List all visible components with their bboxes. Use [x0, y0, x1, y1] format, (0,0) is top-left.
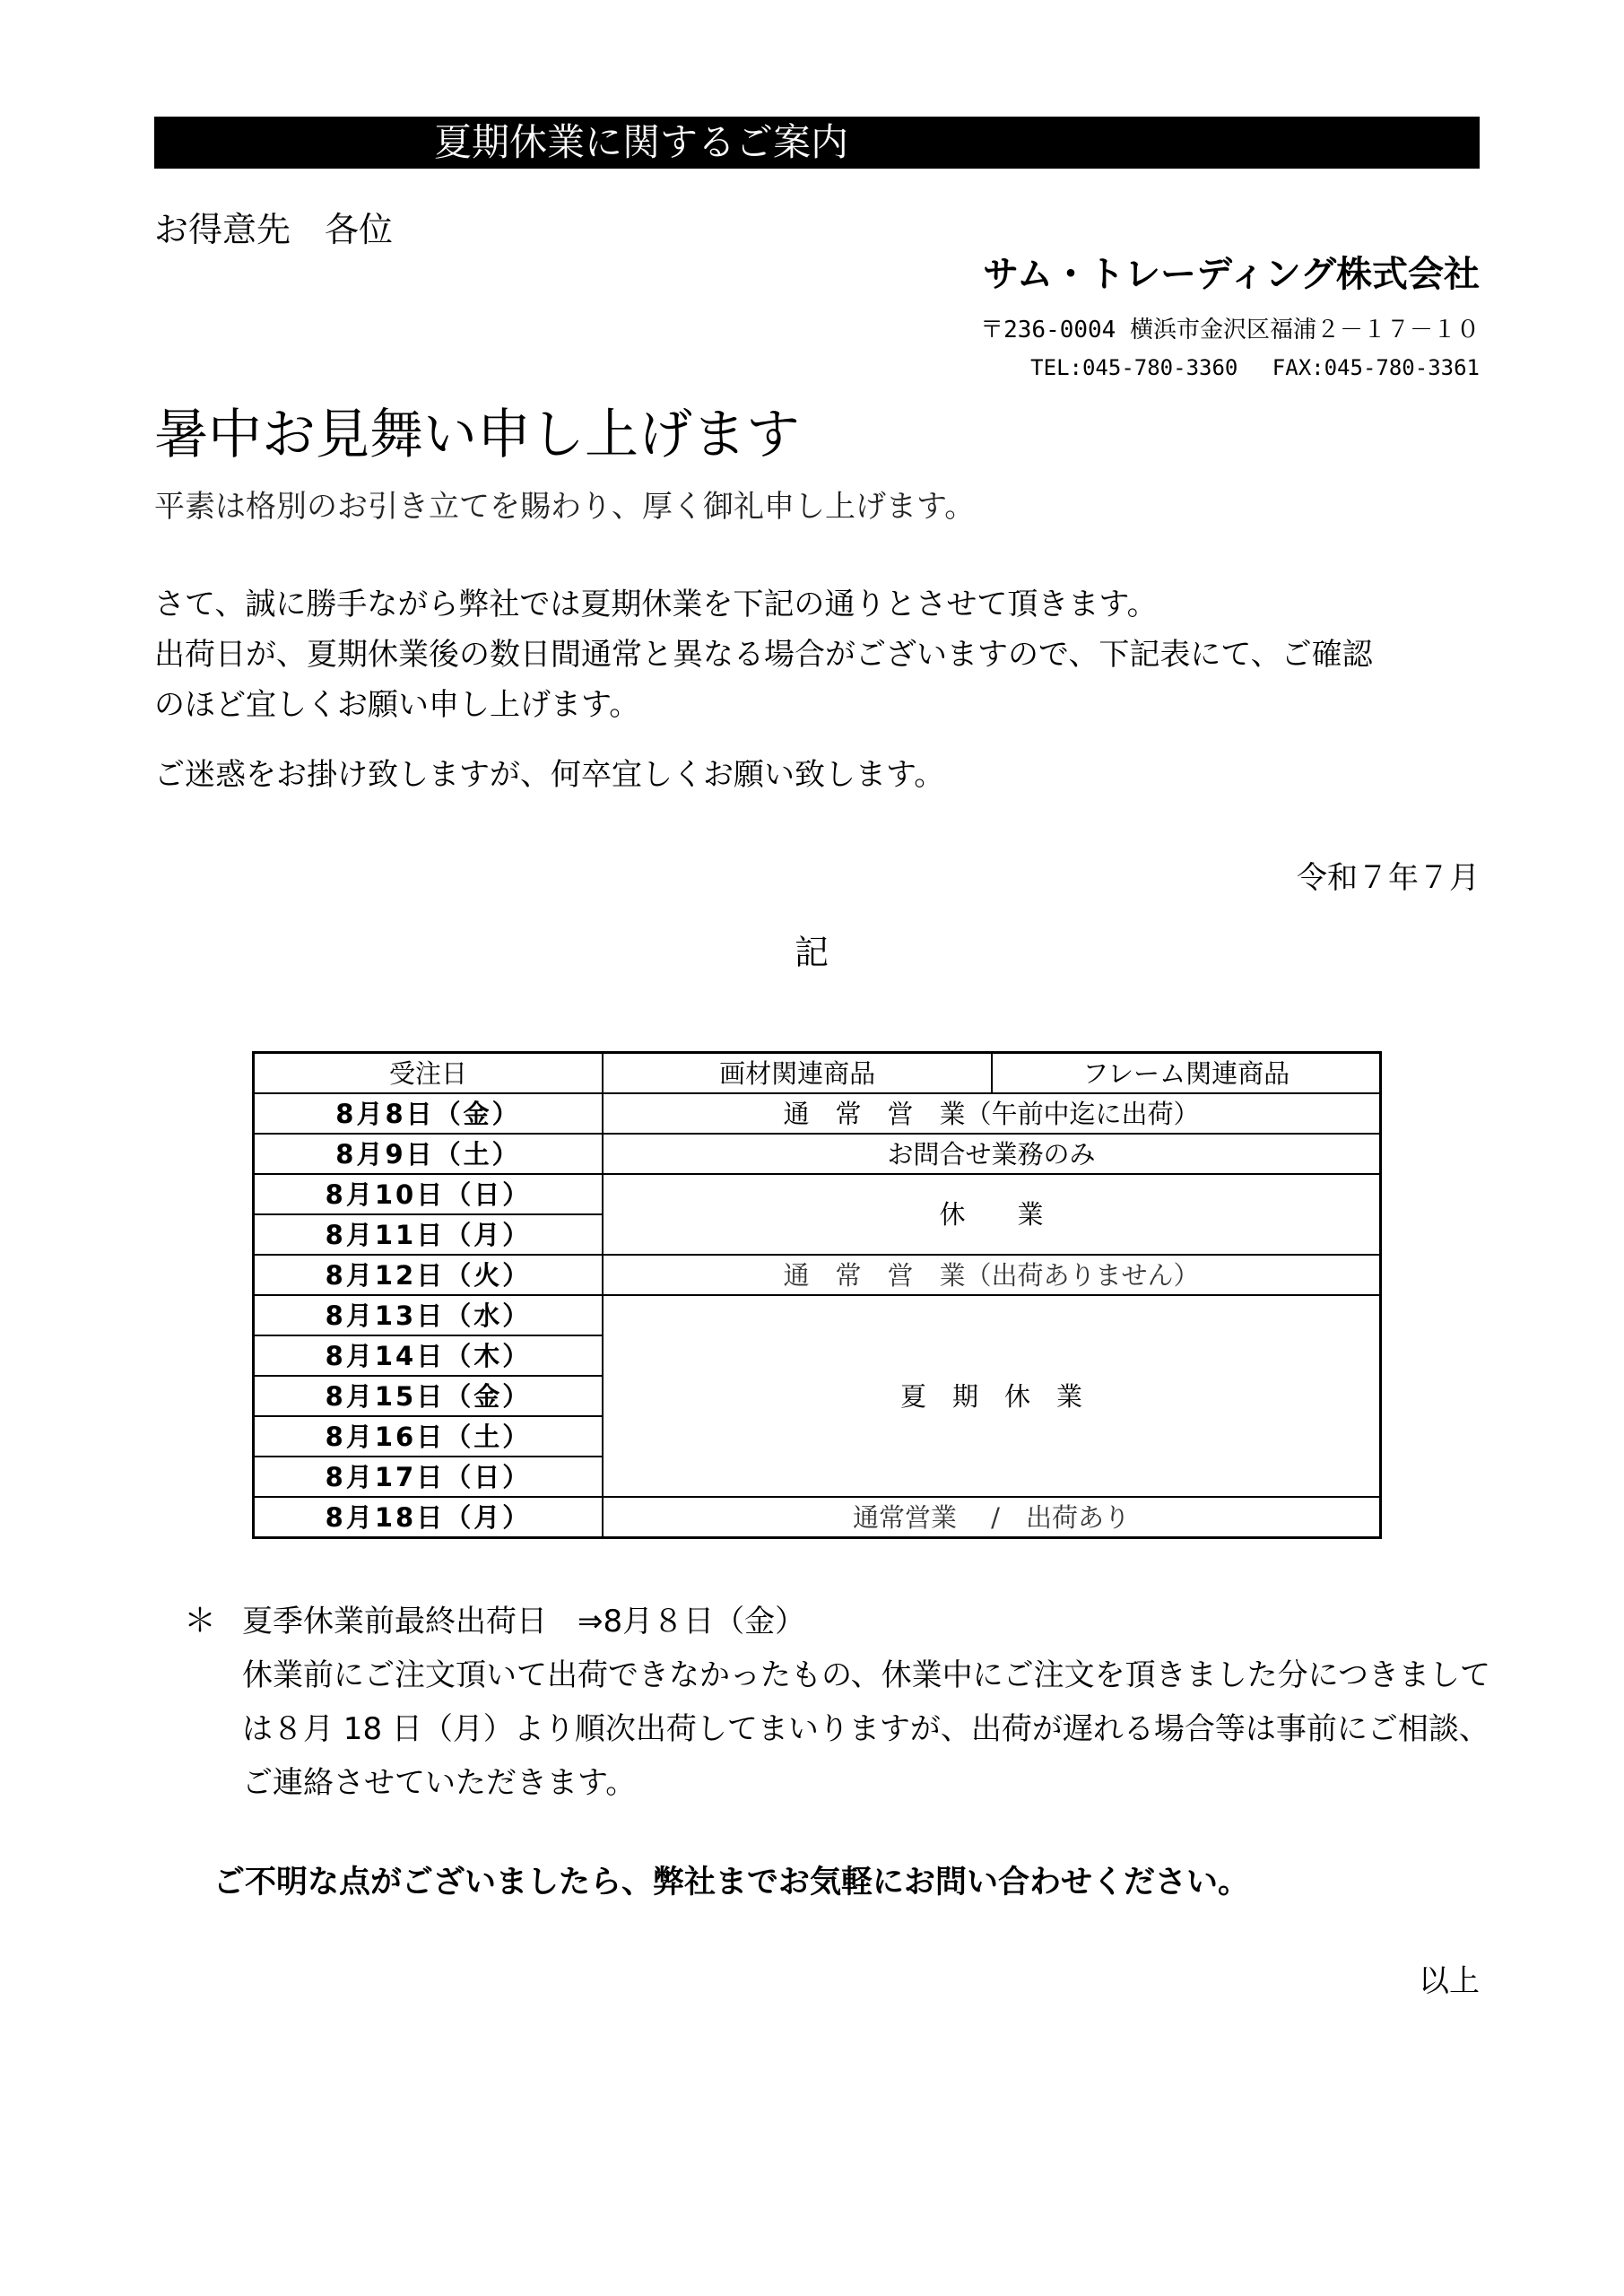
note-bullet: ＊: [184, 1603, 217, 1639]
paragraph-2: さて、誠に勝手ながら弊社では夏期休業を下記の通りとさせて頂きます。: [154, 587, 1158, 622]
date-cell: 8月14日（木）: [254, 1335, 603, 1376]
table-row: [254, 1295, 1381, 1335]
note-line-3: は８月 18 日（月）より順次出荷してまいりますが、出荷が遅れる場合等は事前にご相談、: [242, 1711, 1489, 1747]
date-cell: 8月8日（金）: [254, 1093, 603, 1134]
company-contact: TEL:045-780-3360 FAX:045-780-3361: [1030, 355, 1480, 380]
closing-mark: 以上: [1419, 1963, 1480, 1999]
note-line-4: ご連絡させていただきます。: [242, 1765, 637, 1801]
letter-date: 令和７年７月: [1297, 860, 1480, 896]
paragraph-1: 平素は格別のお引き立てを賜わり、厚く御礼申し上げます。: [154, 489, 976, 525]
note-line-1: 夏季休業前最終出荷日 ⇒8月８日（金）: [242, 1604, 806, 1639]
status-cell: お問合せ業務のみ: [603, 1134, 1381, 1174]
greeting-heading: 暑中お見舞い申し上げます: [154, 404, 800, 466]
title-bar: [154, 117, 1480, 169]
date-cell: 8月9日（土）: [254, 1134, 603, 1174]
status-cell: 通 常 営 業（出荷ありません）: [603, 1255, 1381, 1295]
table-row: [254, 1093, 1381, 1134]
date-cell: 8月12日（火）: [254, 1255, 603, 1295]
status-cell: 通常営業 / 出荷あり: [603, 1497, 1381, 1538]
recipient: お得意先 各位: [154, 210, 394, 249]
schedule-table: [252, 1051, 1382, 1539]
table-row: [254, 1497, 1381, 1538]
date-cell: 8月15日（金）: [254, 1376, 603, 1416]
header-art-supplies: 画材関連商品: [603, 1053, 993, 1094]
table-header-row: [254, 1053, 1381, 1094]
table-row: [254, 1174, 1381, 1214]
paragraph-3b: のほど宜しくお願い申し上げます。: [154, 687, 640, 723]
status-cell: 休 業: [603, 1174, 1381, 1255]
date-cell: 8月10日（日）: [254, 1174, 603, 1214]
ki-mark: 記: [795, 933, 829, 972]
company-address: 〒236-0004 横浜市金沢区福浦２－１７－１０: [980, 317, 1480, 344]
date-cell: 8月17日（日）: [254, 1457, 603, 1497]
status-cell: 夏 期 休 業: [603, 1295, 1381, 1497]
date-cell: 8月18日（月）: [254, 1497, 603, 1538]
status-cell: 通 常 営 業（午前中迄に出荷）: [603, 1093, 1381, 1134]
header-frames: フレーム関連商品: [992, 1053, 1380, 1094]
date-cell: 8月16日（土）: [254, 1416, 603, 1457]
table-row: [254, 1134, 1381, 1174]
date-cell: 8月13日（水）: [254, 1295, 603, 1335]
inquiry-text: ご不明な点がございましたら、弊社までお気軽にお問い合わせください。: [213, 1865, 1250, 1900]
date-cell: 8月11日（月）: [254, 1214, 603, 1255]
note-line-2: 休業前にご注文頂いて出荷できなかったもの、休業中にご注文を頂きました分につきまして: [242, 1657, 1490, 1693]
paragraph-4: ご迷惑をお掛け致しますが、何卒宜しくお願い致します。: [154, 757, 945, 793]
document-title: 夏期休業に関するご案内: [434, 120, 849, 164]
table-row: [254, 1255, 1381, 1295]
company-name: サム・トレーディング株式会社: [983, 254, 1480, 295]
paragraph-3a: 出荷日が、夏期休業後の数日間通常と異なる場合がございますので、下記表にて、ご確認: [154, 637, 1373, 673]
header-order-date: 受注日: [254, 1053, 603, 1094]
